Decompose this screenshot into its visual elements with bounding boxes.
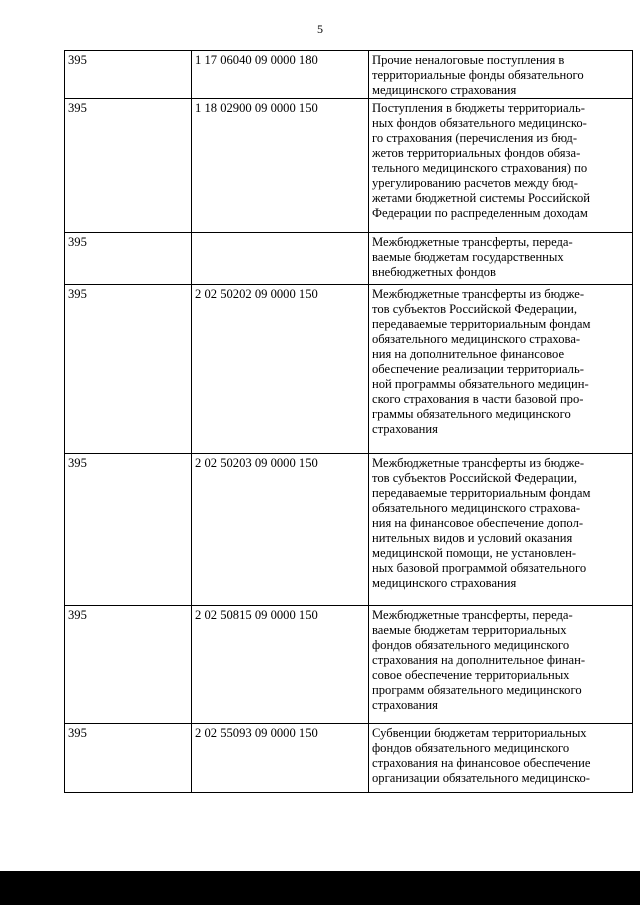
budget-code-cell: 2 02 50202 09 0000 150 [192, 285, 369, 454]
budget-code-cell: 1 18 02900 09 0000 150 [192, 99, 369, 233]
description-line: территориальные фонды обязательного [372, 68, 584, 82]
admin-code-cell: 395 [65, 233, 192, 285]
table-row [65, 99, 633, 233]
description-line: медицинского страхования [372, 576, 517, 590]
description-line: страхования на финансовое обеспечение [372, 756, 591, 770]
description-line: внебюджетных фондов [372, 265, 496, 279]
description-line: ной программы обязательного медицин- [372, 377, 589, 391]
description-cell [369, 606, 633, 724]
description-line: тельного медицинского страхования) по [372, 161, 588, 175]
description-cell [369, 233, 633, 285]
description-line: фондов обязательного медицинского [372, 741, 570, 755]
page-number: 5 [317, 22, 323, 36]
description-cell [369, 51, 633, 99]
admin-code-cell: 395 [65, 606, 192, 724]
scan-edge-bar [0, 871, 640, 905]
admin-code-cell: 395 [65, 99, 192, 233]
budget-code-cell [192, 233, 369, 285]
description-line: Межбюджетные трансферты из бюдже- [372, 456, 585, 470]
description-line: Межбюджетные трансферты, переда- [372, 235, 573, 249]
admin-code-cell: 395 [65, 724, 192, 793]
admin-code-cell: 395 [65, 454, 192, 606]
budget-code-cell: 2 02 50203 09 0000 150 [192, 454, 369, 606]
description-line: передаваемые территориальным фондам [372, 317, 591, 331]
admin-code-cell: 395 [65, 51, 192, 99]
description-line: ных фондов обязательного медицинско- [372, 116, 587, 130]
description-line: медицинского страхования [372, 83, 517, 97]
table-row [65, 724, 633, 793]
description-line: Федерации по распределенным доходам [372, 206, 588, 220]
description-line: ского страхования в части базовой про- [372, 392, 584, 406]
description-line: тов субъектов Российской Федерации, [372, 302, 577, 316]
description-line: Поступления в бюджеты территориаль- [372, 101, 585, 115]
description-line: тов субъектов Российской Федерации, [372, 471, 577, 485]
description-line: ных базовой программой обязательного [372, 561, 587, 575]
description-line: обеспечение реализации территориаль- [372, 362, 584, 376]
description-cell [369, 99, 633, 233]
description-line: го страхования (перечисления из бюд- [372, 131, 578, 145]
description-cell [369, 454, 633, 606]
description-line: обязательного медицинского страхова- [372, 501, 581, 515]
description-line: организации обязательного медицинско- [372, 771, 590, 785]
description-line: урегулированию расчетов между бюд- [372, 176, 578, 190]
table-row [65, 454, 633, 606]
admin-code-cell: 395 [65, 285, 192, 454]
description-line: жетами бюджетной системы Российской [372, 191, 591, 205]
description-line: программ обязательного медицинского [372, 683, 582, 697]
description-line: ния на финансовое обеспечение допол- [372, 516, 584, 530]
description-line: ваемые бюджетам государственных [372, 250, 564, 264]
budget-code-cell: 1 17 06040 09 0000 180 [192, 51, 369, 99]
description-line: совое обеспечение территориальных [372, 668, 570, 682]
description-cell [369, 724, 633, 793]
description-line: ваемые бюджетам территориальных [372, 623, 567, 637]
description-line: ния на дополнительное финансовое [372, 347, 565, 361]
description-line: страхования [372, 422, 438, 436]
description-cell [369, 285, 633, 454]
description-line: Прочие неналоговые поступления в [372, 53, 565, 67]
budget-code-cell: 2 02 55093 09 0000 150 [192, 724, 369, 793]
description-line: Межбюджетные трансферты, переда- [372, 608, 573, 622]
description-line: граммы обязательного медицинского [372, 407, 571, 421]
table-row [65, 51, 633, 99]
description-line: обязательного медицинского страхова- [372, 332, 581, 346]
budget-code-cell: 2 02 50815 09 0000 150 [192, 606, 369, 724]
description-line: Субвенции бюджетам территориальных [372, 726, 587, 740]
description-line: передаваемые территориальным фондам [372, 486, 591, 500]
description-line: фондов обязательного медицинского [372, 638, 570, 652]
description-line: страхования на дополнительное финан- [372, 653, 586, 667]
description-line: нительных видов и условий оказания [372, 531, 573, 545]
description-line: страхования [372, 698, 438, 712]
table-row [65, 606, 633, 724]
table-row [65, 233, 633, 285]
description-line: Межбюджетные трансферты из бюдже- [372, 287, 585, 301]
table-row [65, 285, 633, 454]
description-line: жетов территориальных фондов обяза- [372, 146, 581, 160]
budget-classification-table [64, 50, 633, 793]
description-line: медицинской помощи, не установлен- [372, 546, 577, 560]
